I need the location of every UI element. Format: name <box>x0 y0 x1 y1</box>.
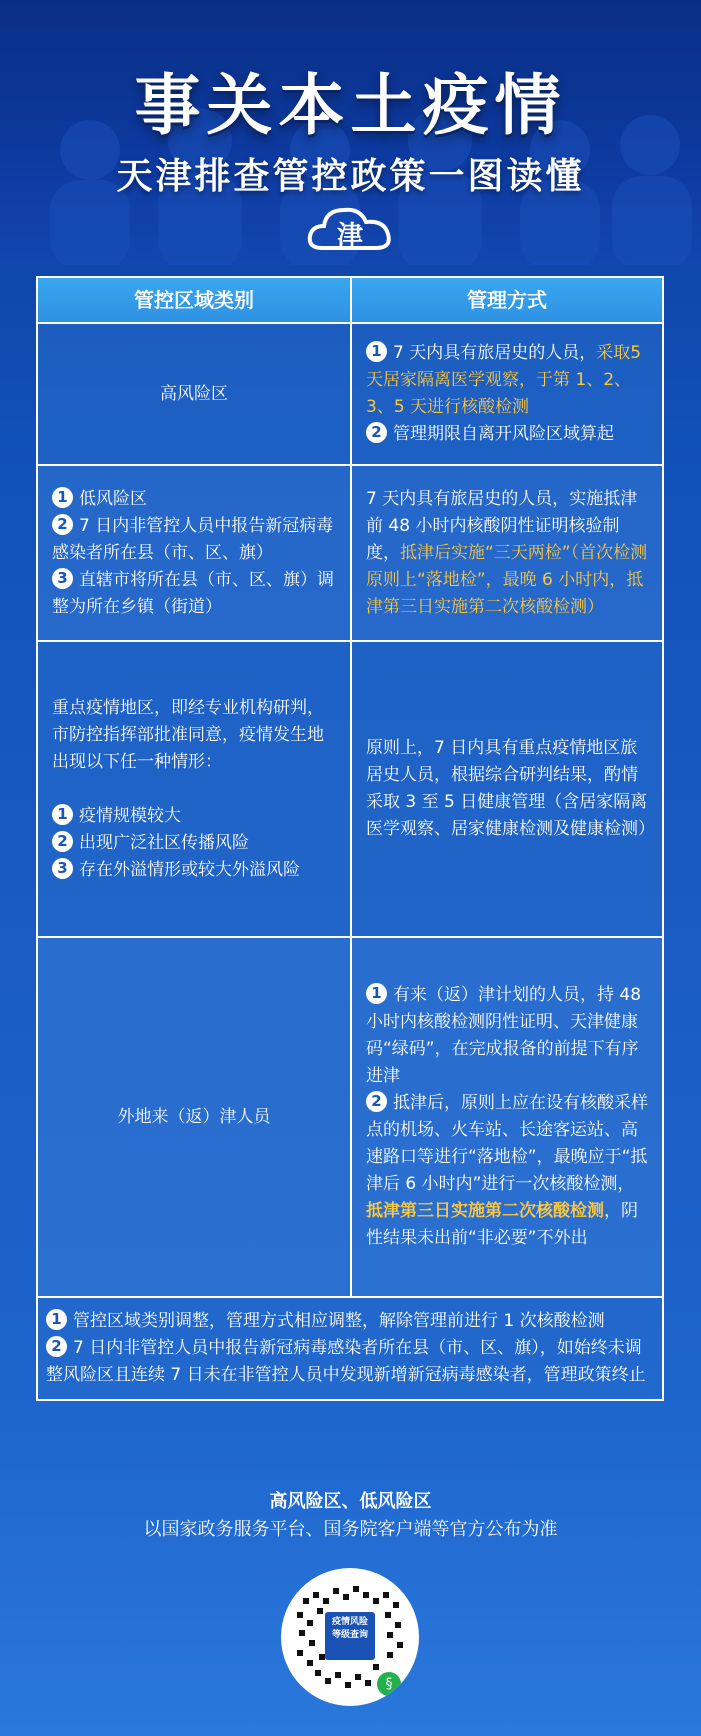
number-badge: 2 <box>366 422 387 443</box>
jin-cloud-logo-icon <box>300 198 400 258</box>
header-banner <box>0 0 701 265</box>
page-title: 事关本土疫情 <box>134 67 567 144</box>
management-text: 管理期限自离开风险区域算起 <box>393 424 614 444</box>
management-text: 有来（返）津计划的人员，持 48 小时内核酸检测阴性证明、天津健康码“绿码”，在完成报备的前提下有序进津 <box>366 985 642 1086</box>
source-note <box>0 1488 701 1544</box>
page-subtitle: 天津排查管控政策一图读懂 <box>116 156 585 197</box>
management-highlight: 抵津后实施“三天两检”（首次检测原则上“落地检”，最晚 6 小时内，抵津第三日实施第二次核酸检测） <box>366 542 648 617</box>
column-header-management: 管理方式 <box>467 287 547 312</box>
number-badge: 1 <box>52 487 73 508</box>
source-note-title: 高风险区、低风险区 <box>269 1491 432 1512</box>
table-footer-notes <box>38 1296 662 1399</box>
management-highlight: 抵津第三日实施第二次核酸检测 <box>366 1201 604 1221</box>
number-badge: 2 <box>52 514 73 535</box>
management-cell <box>352 466 662 640</box>
zone-text: 低风险区 <box>79 488 147 509</box>
zone-label-high-risk: 高风险区 <box>160 383 228 404</box>
management-cell <box>352 642 662 936</box>
management-text: 7 天内具有旅居史的人员， <box>393 343 597 363</box>
footer-text: 管控区域类别调整，管理方式相应调整，解除管理前进行 1 次核酸检测 <box>73 1311 605 1331</box>
qr-label-line: 等级查询 <box>331 1630 368 1640</box>
zone-label-incoming: 外地来（返）津人员 <box>117 1106 271 1127</box>
management-text: 7 天内具有旅居史的人员，实施抵津前 48 小时内核酸阴性证明核验制度， <box>366 488 638 563</box>
qr-code[interactable] <box>281 1568 419 1706</box>
zone-text: 7 日内非管控人员中报告新冠病毒感染者所在县（市、区、旗） <box>52 515 334 563</box>
zone-text: 疫情规模较大 <box>79 805 181 826</box>
number-badge: 1 <box>366 983 387 1004</box>
zone-intro-text: 重点疫情地区，即经专业机构研判，市防控指挥部批准同意，疫情发生地出现以下任一种情形： <box>52 697 324 772</box>
table-row-key-epidemic-area <box>38 640 662 936</box>
number-badge: 2 <box>366 1091 387 1112</box>
management-text: 原则上，7 日内具有重点疫情地区旅居史人员，根据综合研判结果，酌情采取 3 至 5 日健康管理（含居家隔离医学观察、居家健康检测及健康检测） <box>366 738 655 839</box>
zone-text: 存在外溢情形或较大外溢风险 <box>79 859 300 880</box>
zone-cell <box>38 642 352 936</box>
management-cell <box>352 938 662 1296</box>
management-highlight: 采取5天居家隔离医学观察，于第 1、2、3、5 天进行核酸检测 <box>366 343 642 417</box>
number-badge: 2 <box>46 1336 67 1357</box>
zone-cell <box>38 324 352 464</box>
qr-center-label <box>325 1612 375 1660</box>
mini-program-icon: § <box>377 1672 401 1696</box>
column-header-zone-type: 管控区域类别 <box>38 278 352 322</box>
zone-cell <box>38 466 352 640</box>
number-badge: 1 <box>46 1309 67 1330</box>
number-badge: 3 <box>52 858 73 879</box>
number-badge: 1 <box>366 341 387 362</box>
table-row-high-risk <box>38 322 662 464</box>
number-badge: 1 <box>52 804 73 825</box>
management-text: 抵津后，原则上应在设有核酸采样点的机场、火车站、长途客运站、高速路口等进行“落地检”，最晚应于“抵津后 6 小时内”进行一次核酸检测， <box>366 1093 648 1194</box>
management-text: ，阴性结果未出前“非必要”不外出 <box>366 1201 638 1248</box>
zone-text: 出现广泛社区传播风险 <box>79 832 249 853</box>
number-badge: 3 <box>52 568 73 589</box>
management-cell <box>352 324 662 464</box>
table-header-row <box>38 278 662 322</box>
footer-text: 7 日内非管控人员中报告新冠病毒感染者所在县（市、区、旗），如始终未调整风险区且连续 7 日未在非管控人员中发现新增新冠病毒感染者，管理政策终止 <box>46 1338 646 1385</box>
policy-table <box>36 276 664 1401</box>
qr-label-line: 疫情风险 <box>331 1617 368 1627</box>
zone-cell <box>38 938 352 1296</box>
number-badge: 2 <box>52 831 73 852</box>
logo-char: 津 <box>336 221 364 251</box>
source-note-text: 以国家政务服务平台、国务院客户端等官方公布为准 <box>143 1519 558 1540</box>
table-row-low-risk <box>38 464 662 640</box>
zone-text: 直辖市将所在县（市、区、旗）调整为所在乡镇（街道） <box>52 569 334 617</box>
table-row-incoming-travelers <box>38 936 662 1296</box>
